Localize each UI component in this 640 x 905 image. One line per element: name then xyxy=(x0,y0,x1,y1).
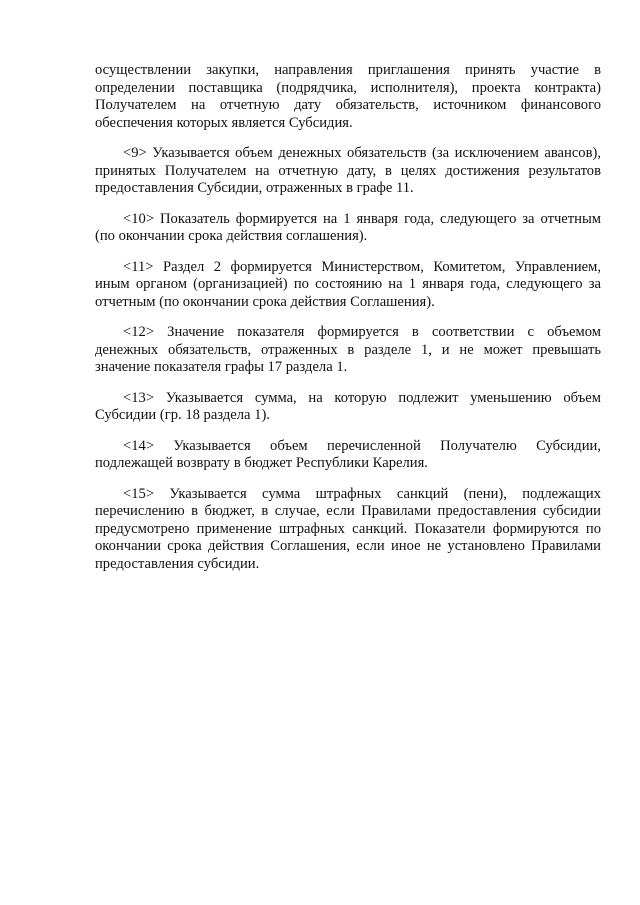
document-page xyxy=(95,62,601,586)
footnote-9: <9> Указывается объем денежных обязательств (за исключением авансов), принятых Получателем на отчетную дату, в целях достижения результатов предоставления Субсидии, отраженных в графе 11. xyxy=(95,145,601,196)
footnote-12: <12> Значение показателя формируется в соответствии с объемом денежных обязательств, отраженных в разделе 1, и не может превышать значение показателя графы 17 раздела 1. xyxy=(95,324,601,375)
footnote-10: <10> Показатель формируется на 1 января года, следующего за отчетным (по окончании срока действия соглашения). xyxy=(95,210,601,244)
footnote-11: <11> Раздел 2 формируется Министерством, Комитетом, Управлением, иным органом (организацией) по состоянию на 1 января года, следующего за отчетным (по окончании срока действия Соглашения). xyxy=(95,258,601,310)
footnote-13: <13> Указывается сумма, на которую подлежит уменьшению объем Субсидии (гр. 18 раздела 1). xyxy=(95,389,601,423)
paragraph-continuation: осуществлении закупки, направления приглашения принять участие в определении поставщика (подрядчика, исполнителя), проекта контракта) Получателем на отчетную дату обязательств, источником финансового обеспечения которых является Субсидия. xyxy=(95,62,601,131)
footnote-15: <15> Указывается сумма штрафных санкций (пени), подлежащих перечислению в бюджет, в случае, если Правилами предоставления субсидии предусмотрено применение штрафных санкций. Показатели формируются по окончании срока действия Соглашения, если иное не установлено Правилами предоставления субсидии. xyxy=(95,485,601,572)
footnote-14: <14> Указывается объем перечисленной Получателю Субсидии, подлежащей возврату в бюджет Республики Карелия. xyxy=(95,437,601,471)
